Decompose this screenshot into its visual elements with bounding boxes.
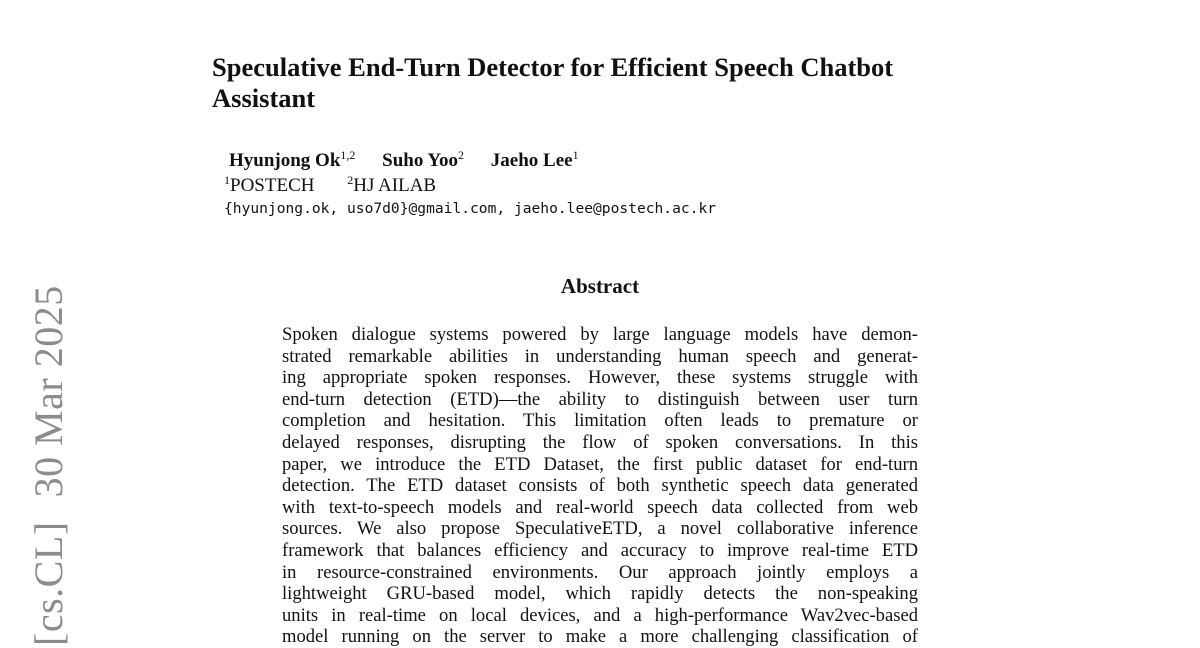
abstract-line: units in real-time on local devices, and a high-performance Wav2vec-based [282,604,918,626]
abstract-heading-text: Abstract [560,274,640,298]
abstract-line: completion and hesitation. This limitation often leads to premature or [282,410,918,432]
affiliation-name: POSTECH [230,175,315,196]
author-list [229,149,601,173]
author-affiliation-mark: 1,2 [340,148,356,162]
paper-title-line-2: Assistant [212,83,316,113]
author [229,150,355,171]
abstract-line: ing appropriate spoken responses. However, these systems struggle with [282,367,918,389]
abstract-line: with text-to-speech models and real-world speech data collected from web [282,496,918,518]
abstract-line: delayed responses, disrupting the flow of spoken conversations. In this [282,431,918,453]
paper-title [212,52,1012,114]
abstract-line: sources. We also propose SpeculativeETD, a novel collaborative inference [282,518,918,540]
author-affiliation-mark: 1 [572,148,579,162]
author-affiliation-mark: 2 [458,148,465,162]
abstract-line: detection. The ETD dataset consists of both synthetic speech data generated [282,475,918,497]
author [491,150,579,171]
abstract-line: paper, we introduce the ETD Dataset, the first public dataset for end-turn [282,453,918,475]
arxiv-side-stamp [28,285,70,646]
abstract-line: framework that balances efficiency and accuracy to improve real-time ETD [282,539,918,561]
abstract-heading [0,273,1200,299]
affiliation-mark: 2 [347,173,354,187]
affiliation-name: HJ AILAB [353,175,437,196]
author-name: Hyunjong Ok [229,150,341,171]
abstract-line: model running on the server to make a more challenging classification of [282,626,918,648]
abstract-line: end-turn detection (ETD)—the ability to distinguish between user turn [282,388,918,410]
affiliation-list [224,174,464,198]
abstract-line: Spoken dialogue systems powered by large language models have demon- [282,324,918,345]
abstract-line: lightweight GRU-based model, which rapidly detects the non-speaking [282,583,918,605]
author-name: Jaeho Lee [490,150,573,171]
affiliation [347,175,436,196]
author [382,150,464,171]
abstract-line: in resource-constrained environments. Our approach jointly employs a [282,561,918,583]
affiliation [224,175,314,196]
arxiv-category: [cs.CL] [26,521,71,646]
author-name: Suho Yoo [382,150,459,171]
author-emails: {hyunjong.ok, uso7d0}@gmail.com, jaeho.lee@postech.ac.kr [224,200,717,217]
abstract-line: strated remarkable abilities in understanding human speech and generat- [282,345,918,367]
arxiv-date: 30 Mar 2025 [26,285,71,498]
abstract-body [282,324,918,648]
paper-title-line-1: Speculative End-Turn Detector for Efficient Speech Chatbot [212,52,894,82]
affiliation-mark: 1 [224,173,230,187]
